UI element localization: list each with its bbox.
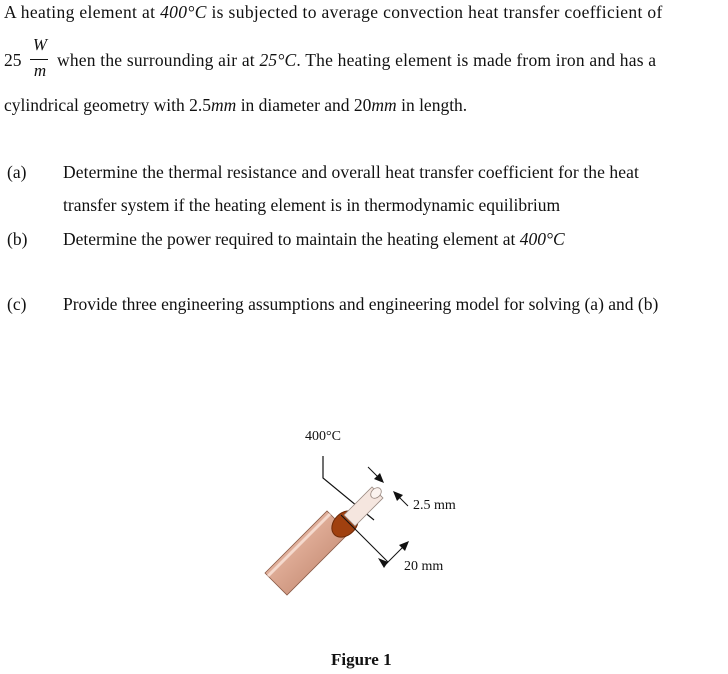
figure-temperature-label: 400°C (305, 429, 341, 444)
question-a-line-2: transfer system if the heating element is in thermodynamic equilibrium (63, 195, 561, 215)
intro-text: cylindrical geometry with 2.5 (4, 95, 212, 115)
unit: mm (211, 95, 237, 115)
question-a-label: (a) (7, 162, 27, 182)
intro-text: is subjected to average convection heat transfer coefficient of (206, 2, 663, 22)
intro-text: A heating element at (4, 2, 161, 22)
intro-text: in diameter and 20 (236, 95, 372, 115)
figure-diameter-label: 2.5 mm (413, 498, 456, 513)
fraction-denominator: m (33, 61, 47, 80)
length-arrow-left (378, 558, 388, 568)
coefficient-number: 25 (4, 50, 22, 70)
question-a-line-1: Determine the thermal resistance and overall heat transfer coefficient for the heat (63, 162, 639, 182)
intro-text: . The heating element is made from iron and has a (296, 50, 657, 70)
question-text: Determine the power required to maintain the heating element at (63, 229, 520, 249)
fraction-numerator: W (32, 35, 48, 54)
question-c-line-1: Provide three engineering assumptions and engineering model for solving (a) and (b) (63, 294, 659, 314)
figure-length-label: 20 mm (404, 559, 444, 574)
question-c-label: (c) (7, 294, 27, 314)
figure-caption: Figure 1 (331, 650, 392, 669)
intro-text: when the surrounding air at (57, 50, 260, 70)
question-b-label: (b) (7, 229, 28, 249)
temperature-value: 25°C (259, 50, 297, 70)
temperature-value: 400°C (519, 229, 565, 249)
intro-text: in length. (396, 95, 468, 115)
temperature-value: 400°C (160, 2, 207, 22)
unit: mm (371, 95, 397, 115)
